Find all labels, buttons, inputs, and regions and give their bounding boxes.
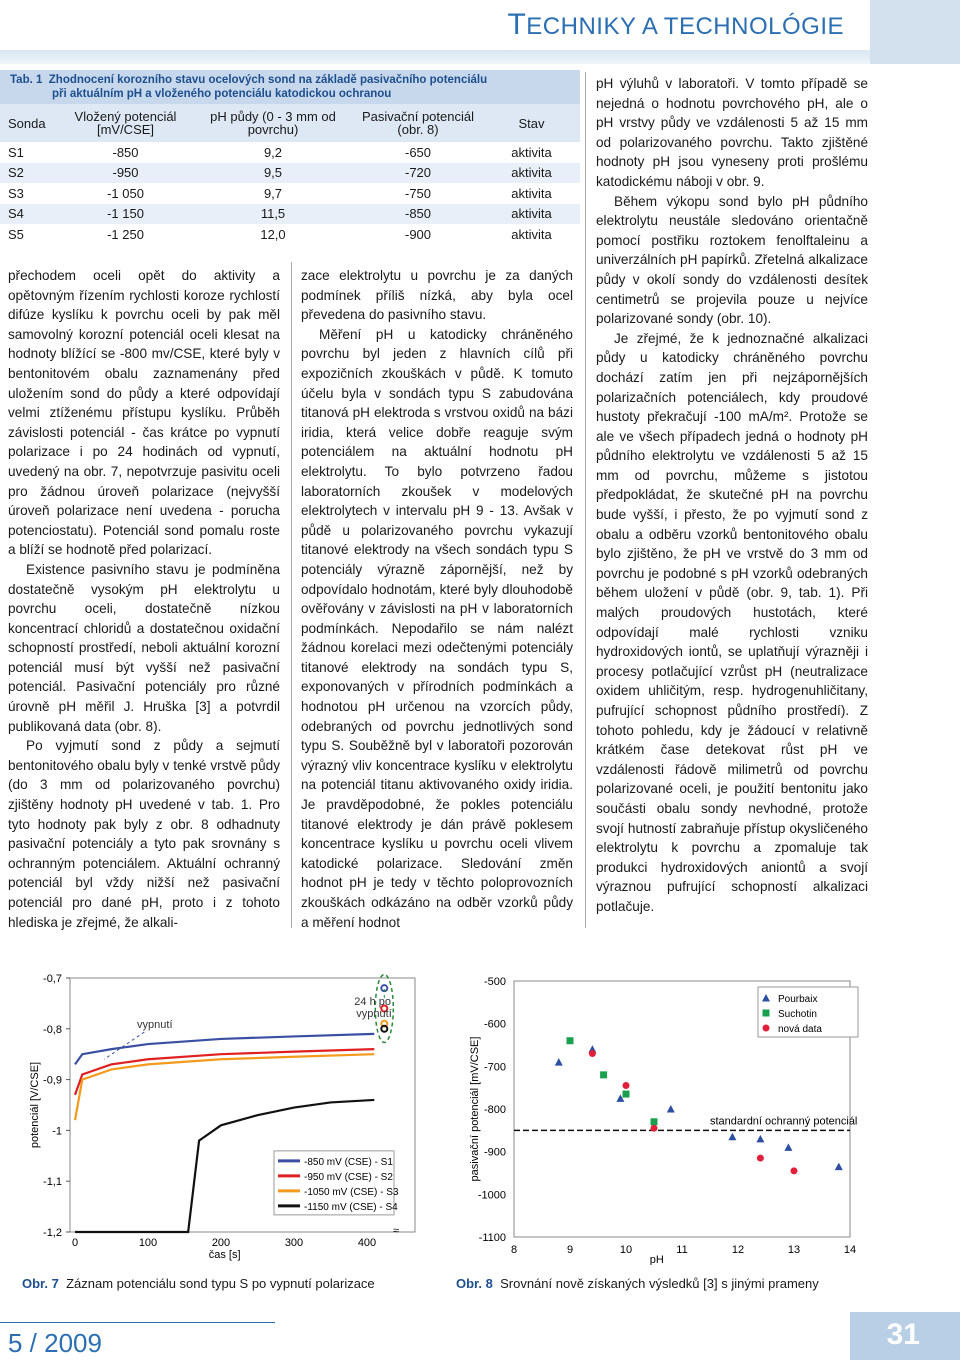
y-axis-label: pasivační potenciál [mV/CSE] <box>469 1036 481 1182</box>
x-tick-label: 200 <box>211 1237 231 1249</box>
y-tick-label: -0,8 <box>43 1023 62 1036</box>
figure-7-chart <box>10 960 440 1270</box>
cell-pasivacni-potencial: -650 <box>404 144 432 160</box>
table-caption-number: Tab. 1 <box>10 74 43 86</box>
x-axis-label: pH <box>649 1254 664 1265</box>
cell-ph: 9,7 <box>263 185 283 201</box>
cell-sonda: S2 <box>8 165 24 181</box>
header-vlozeny-potencial: Vložený potenciál [mV/CSE] <box>74 109 177 137</box>
figure-8-caption: Obr. 8 Srovnání nově získaných výsledků [3] s jinými prameny <box>456 1276 819 1291</box>
x-tick-label: 9 <box>566 1244 574 1256</box>
issue-number: 5 / 2009 <box>8 1328 102 1358</box>
table-caption-line2: při aktuálním pH a vloženého potenciálu katodickou ochranou <box>52 88 392 100</box>
table-row <box>0 142 580 163</box>
cell-pasivacni-potencial: -720 <box>404 165 432 181</box>
cell-stav: aktivita <box>511 206 552 222</box>
table-row <box>0 183 580 204</box>
cell-pasivacni-potencial: -900 <box>404 226 432 242</box>
annotation-24h: 24 h po <box>354 996 392 1008</box>
text-column-2 <box>301 266 573 932</box>
footer-rule <box>0 1322 275 1323</box>
x-tick-label: 12 <box>731 1244 745 1256</box>
annotation-24h-2: vypnutí <box>356 1008 392 1020</box>
legend-label-2: Suchotin <box>778 1009 817 1020</box>
data-point-nova-data <box>757 1155 764 1162</box>
x-tick-label: 100 <box>138 1237 158 1249</box>
annotation-vypnuti: vypnutí <box>137 1019 173 1031</box>
x-axis-label: čas [s] <box>208 1249 241 1261</box>
table-row <box>0 224 580 245</box>
y-tick-label: -1,1 <box>43 1176 62 1189</box>
y-tick-label: -1,2 <box>43 1227 62 1239</box>
text-column-3 <box>596 74 868 917</box>
cell-stav: aktivita <box>511 226 552 242</box>
y-tick-label: -500 <box>483 976 506 988</box>
paragraph: pH výluhů v laboratoři. V tomto případě se nejedná o hodnotu povrchového pH, ale o pH vrstvy půdy ve vzdálenosti 5 až 15 mm od polarizovaného povrchu. Takto zjištěné hodnoty pH jsou vyneseny proti prošlému katodickému náboji v obr. 9. <box>596 76 868 189</box>
cell-stav: aktivita <box>511 165 552 181</box>
paragraph: Je zřejmé, že k jednoznačné alkalizaci půdy u katodicky chráněného povrchu dochází zatím jen při nejzápornějších polarizačních potenciálech, kdy proudové hustoty překračují -100 mA/m². Protože se ale ve všech případech jedná o hodnoty pH půdního elektrolytu ve vzdálenosti 5 až 15 mm od povrchu, můžeme s jistotou předpokládat, že skutečné pH na povrchu bude vyšší, i přesto, že po vyjmutí sond z obalu a odběru vzorků bentonitového obalu bylo zjištěno, že pH ve vrstvě do 3 mm od povrchu je podobné s pH vzorků odebraných během uložení v půdě (obr. 9, tab. 1). Při malých proudových hustotách, které odpovídají malé rychlosti vzniku hydroxidových iontů, se uplatňují výrazněji i procesy potlačující vzrůst pH (neutralizace oxidem uhličitým, resp. hydrogenuhličitany, pufrující schopnost půdního prostředí). Z tohoto pohledu, kdy je žádoucí v relativně krátkém čase detekovat růst pH ve vzdálenosti řádově milimetrů od povrchu polarizované oceli, je použití bentonitu jako součásti obalu sondy nevhodné, protože svojí hutností zabraňuje přístup okysličeného elektrolytu k povrchu a zpomaluje tak produkci hydroxidových aniontů a svojí výraznou pufrující schopností alkalizaci potlačuje. <box>596 330 868 914</box>
cell-sonda: S3 <box>8 185 24 201</box>
y-axis-label: potenciál [V/CSE] <box>29 1061 41 1149</box>
figure-8-chart <box>462 965 872 1265</box>
x-tick-label: 0 <box>71 1237 79 1249</box>
x-break-label: ≈ <box>393 1225 400 1237</box>
legend-marker-2 <box>763 1010 770 1017</box>
header-band <box>0 50 960 64</box>
header-corner-block <box>870 0 960 64</box>
x-tick-label: 400 <box>357 1237 377 1249</box>
y-tick-label: -800 <box>483 1104 506 1116</box>
cell-pasivacni-potencial: -850 <box>404 206 432 222</box>
data-point-nova-data <box>589 1050 596 1057</box>
column-divider <box>585 72 586 928</box>
legend-label-3: nová data <box>778 1024 822 1035</box>
x-tick-label: 8 <box>510 1244 518 1256</box>
data-point-nova-data <box>623 1082 630 1089</box>
page-number: 31 <box>886 1318 920 1351</box>
y-tick-label: -600 <box>483 1018 506 1031</box>
cell-sonda: S5 <box>8 226 24 242</box>
legend-marker-3 <box>763 1025 770 1032</box>
header-ph-pudy: pH půdy (0 - 3 mm od povrchu) <box>210 109 336 137</box>
cell-ph: 11,5 <box>260 206 286 222</box>
y-tick-label: -1 <box>52 1125 62 1138</box>
paragraph: Měření pH u katodicky chráněného povrchu byl jeden z hlavních cílů při expozičních zkouškách v půdě. K tomuto účelu byla v sondách typu S zabudována titanová pH elektroda s vrstvou oxidů na bázi iridia, která velice dobře reaguje svým potenciálem na aktuální hodnotu pH elektrolytu. To bylo potvrzeno řadou laboratorních zkoušek v modelových elektrolytech v intervalu pH 9 - 13. Avšak v půdě u polarizovaného povrchu vykazují titanové elektrody na všech sondách typu S potenciály výrazně zápornější, než by odpovídalo hodnotám, které byly dlouhodobě ověřovány v závislosti na pH v laboratorních podmínkách. Nepodařilo se nám nalézt žádnou korelaci mezi odečtenými potenciály titanové elektrody na sondách typu S, exponovaných v přírodních podmínkách a hodnotou pH určenou na vzorcích půdy, odebraných od povrchu jednotlivých sond typu S. Souběžně byl v laboratoři pozorován výrazný vliv koncentrace kyslíku v elektrolytu na potenciál titanu aktivovaného oxidy iridia. Je pravděpodobné, že pokles potenciálu titanové elektrody je dán právě poklesem koncentrace kyslíku u povrchu oceli vlivem katodické polarizace. Sledování změn hodnot pH je tedy v těchto poloprovozních zkouškách odkázáno na odběr vzorků půdy a měření hodnot <box>301 326 573 930</box>
table-header-row <box>0 104 580 142</box>
cell-vlozeny-potencial: -850 <box>112 144 139 160</box>
y-tick-label: -0,9 <box>43 1074 62 1087</box>
data-point-suchotin <box>623 1091 630 1098</box>
table-caption-line1: Zhodnocení korozního stavu ocelových sond na základě pasivačního potenciálu <box>48 74 488 86</box>
legend-label-2: -950 mV (CSE) - S2 <box>304 1171 393 1183</box>
y-tick-label: -0,7 <box>43 973 62 985</box>
legend-label-1: Pourbaix <box>778 994 818 1005</box>
cell-vlozeny-potencial: -1 050 <box>107 185 144 201</box>
paragraph: Existence pasivního stavu je podmíněna dostatečně vysokým pH elektrolytu u povrchu oceli, dostatečně nízkou koncentrací chloridů a dostatečnou oxidační schopností prostředí, neboli aktuální korozní potenciál musí být vyšší než pasivační potenciál. Pasivační potenciály pro různé úrovně pH měřil J. Hruška [3] a potvrdil publikovaná data (obr. 8). <box>8 561 280 734</box>
x-tick-label: 300 <box>284 1237 304 1249</box>
cell-ph: 9,2 <box>263 144 283 160</box>
header-stav: Stav <box>518 115 545 131</box>
header-sonda: Sonda <box>8 115 46 131</box>
journal-section-title: TECHNIKY A TECHNOLÓGIE <box>507 8 844 41</box>
cell-vlozeny-potencial: -1 150 <box>107 206 144 222</box>
table-row <box>0 163 580 184</box>
cell-sonda: S4 <box>8 206 24 222</box>
table-row <box>0 204 580 225</box>
x-tick-label: 10 <box>619 1244 633 1256</box>
table-1 <box>0 70 580 245</box>
y-tick-label: -1000 <box>477 1189 506 1202</box>
data-point-suchotin <box>651 1118 658 1125</box>
x-tick-label: 13 <box>787 1244 801 1256</box>
paragraph: zace elektrolytu u povrchu je za daných podmínek příliš nízká, aby byla ocel převedena do pasivního stavu. <box>301 268 573 323</box>
data-point-suchotin <box>567 1037 574 1044</box>
data-point-nova-data <box>791 1167 798 1174</box>
paragraph: přechodem oceli opět do aktivity a opětovným řízením rychlosti koroze rychlostí difúze kyslíku k povrchu oceli by pak měl samovolný korozní potenciál oceli klesat na hodnoty blížící se -800 mv/CSE, které byly v bentonitovém obalu zaznamenány před uložením sond do půdy a které odpovídají velmi ztíženému přístupu kyslíku. Průběh závislosti potenciál - čas krátce po vypnutí polarizace i po 24 hodinách od vypnutí, uvedený na obr. 7, nepotvrzuje pasivitu oceli pro žádnou úroveň polarizace (nejvyšší úroveň polarizace není uvedena - porucha potenciostatu). Potenciál sond pomalu roste a blíží se hodnotě před polarizací. <box>8 268 280 558</box>
data-point-suchotin <box>600 1071 607 1078</box>
x-tick-label: 14 <box>843 1244 857 1256</box>
y-tick-label: -900 <box>483 1146 506 1159</box>
x-tick-label: 11 <box>676 1244 688 1256</box>
header-pasivacni-potencial: Pasivační potenciál (obr. 8) <box>361 109 474 137</box>
cell-stav: aktivita <box>511 185 552 201</box>
cell-ph: 9,5 <box>263 165 283 181</box>
table-caption <box>0 70 580 104</box>
cell-ph: 12,0 <box>260 226 286 242</box>
y-tick-label: -700 <box>483 1061 506 1074</box>
legend-label-4: -1150 mV (CSE) - S4 <box>304 1201 398 1213</box>
reference-line-label: standardní ochranný potenciál <box>710 1115 858 1128</box>
legend-label-1: -850 mV (CSE) - S1 <box>304 1156 393 1168</box>
text-column-1 <box>8 266 280 932</box>
cell-stav: aktivita <box>511 144 552 160</box>
column-divider <box>291 262 292 928</box>
cell-pasivacni-potencial: -750 <box>404 185 432 201</box>
cell-vlozeny-potencial: -950 <box>112 165 139 181</box>
paragraph: Během výkopu sond bylo pH půdního elektrolytu neustále sledováno orientačně pomocí postřiku roztokem fenolftaleinu a univerzálních pH papírků. Zřetelná alkalizace půdy v okolí sondy do vzdálenosti desítek centimetrů se projevila pouze u nejvíce polarizované sondy (obr. 10). <box>596 193 868 327</box>
data-point-nova-data <box>651 1125 658 1132</box>
cell-sonda: S1 <box>8 144 24 160</box>
paragraph: Po vyjmutí sond z půdy a sejmutí bentonitového obalu byly v tenké vrstvě půdy (do 3 mm od polarizovaného povrchu) zjištěny hodnoty pH uvedené v tab. 1. Pro tyto hodnoty pak byly z obr. 8 odhadnuty pasivační potenciály a tyto pak srovnány s ochranným potenciálem. Aktuální ochranný potenciál byl vždy nižší než pasivační potenciál pro dané pH, proto i z tohoto hlediska je zřejmé, že alkali- <box>8 738 280 930</box>
figure-7-caption: Obr. 7 Záznam potenciálu sond typu S po vypnutí polarizace <box>22 1276 375 1291</box>
y-tick-label: -1100 <box>478 1232 506 1244</box>
legend-label-3: -1050 mV (CSE) - S3 <box>304 1186 399 1198</box>
cell-vlozeny-potencial: -1 250 <box>107 226 144 242</box>
